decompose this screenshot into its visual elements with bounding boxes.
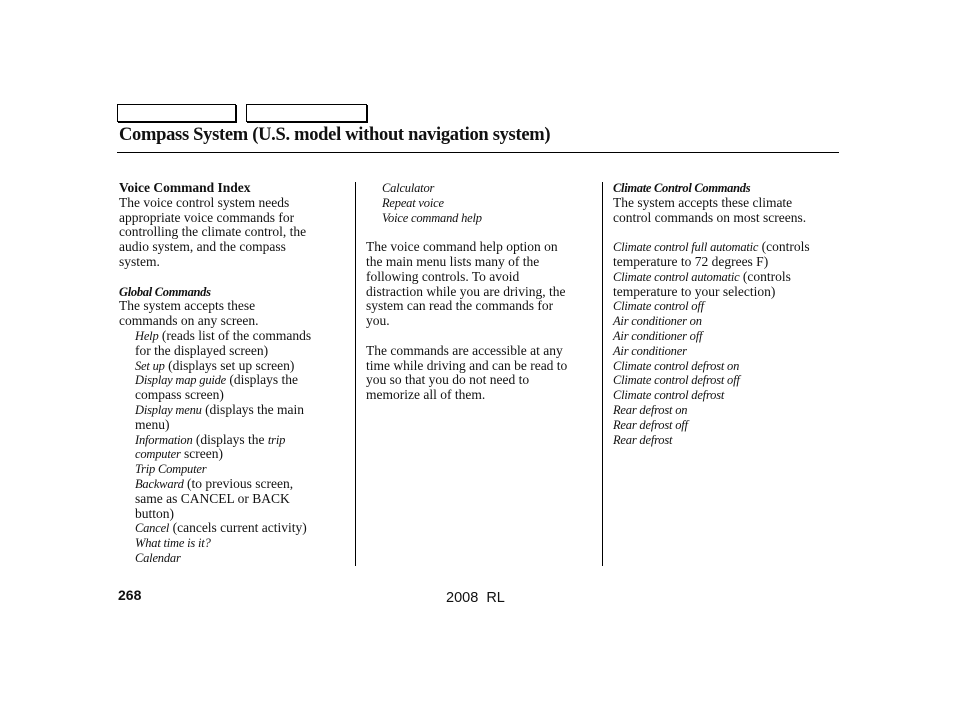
title-divider bbox=[117, 152, 839, 153]
spacer bbox=[366, 329, 596, 344]
command-name: Set up bbox=[135, 358, 165, 373]
command-description: (to previous screen, bbox=[183, 475, 294, 491]
climate-control-commands-heading: Climate Control Commands bbox=[613, 181, 751, 195]
column-voice-help bbox=[366, 181, 596, 403]
paragraph-line: memorize all of them. bbox=[366, 387, 486, 403]
command-climate-full-automatic-cont: temperature to 72 degrees F) bbox=[613, 253, 769, 269]
command-help-cont: for the displayed screen) bbox=[135, 342, 269, 358]
command-description: (controls bbox=[739, 268, 791, 284]
paragraph-line: time while driving and can be read to bbox=[366, 357, 568, 373]
intro-line: audio system, and the compass bbox=[119, 239, 286, 255]
paragraph-line: the main menu lists many of the bbox=[366, 253, 540, 269]
global-intro-line: The system accepts these bbox=[119, 298, 256, 314]
command-name: Climate control automatic bbox=[613, 269, 740, 284]
global-intro-line: commands on any screen. bbox=[119, 313, 259, 329]
command-rear-defrost: Rear defrost bbox=[613, 432, 673, 447]
command-ac-on: Air conditioner on bbox=[613, 314, 702, 329]
command-help bbox=[119, 329, 349, 344]
command-backward bbox=[119, 477, 349, 492]
voice-command-index-heading: Voice Command Index bbox=[119, 180, 251, 195]
intro-line: appropriate voice commands for bbox=[119, 209, 295, 225]
column-divider-1 bbox=[355, 182, 356, 566]
command-backward-cont: button) bbox=[135, 505, 174, 521]
command-information bbox=[119, 433, 349, 448]
command-ac: Air conditioner bbox=[613, 343, 687, 358]
command-display-menu-cont: menu) bbox=[135, 416, 170, 432]
command-name: computer bbox=[135, 447, 181, 462]
paragraph-line: you so that you do not need to bbox=[366, 372, 530, 388]
command-description: (displays the bbox=[192, 431, 268, 447]
command-rear-defrost-off: Rear defrost off bbox=[613, 417, 688, 432]
command-description: (displays the bbox=[226, 372, 299, 388]
paragraph-line: distraction while you are driving, the bbox=[366, 283, 566, 299]
command-description: (displays set up screen) bbox=[164, 357, 295, 373]
paragraph-line: The commands are accessible at any bbox=[366, 342, 563, 358]
command-name: Display menu bbox=[135, 402, 202, 417]
footer-model: 2008 RL bbox=[446, 590, 505, 606]
command-repeat-voice: Repeat voice bbox=[382, 195, 444, 210]
intro-line: controlling the climate control, the bbox=[119, 224, 307, 240]
command-defrost-off: Climate control defrost off bbox=[613, 373, 740, 388]
command-setup bbox=[119, 359, 349, 374]
spacer bbox=[366, 225, 596, 240]
command-description: (displays the main bbox=[201, 401, 305, 417]
command-display-map-guide-cont: compass screen) bbox=[135, 387, 224, 403]
paragraph-line: following controls. To avoid bbox=[366, 268, 520, 284]
paragraph-line: The voice command help option on bbox=[366, 239, 558, 255]
command-name: Display map guide bbox=[135, 373, 227, 388]
command-climate-full-automatic bbox=[613, 240, 843, 255]
global-commands-heading: Global Commands bbox=[119, 284, 211, 299]
intro-line: system. bbox=[119, 253, 160, 269]
previous-page-button[interactable] bbox=[117, 104, 236, 122]
column-divider-2 bbox=[602, 182, 603, 566]
page-title: Compass System (U.S. model without navigation system) bbox=[119, 125, 551, 145]
command-climate-automatic bbox=[613, 270, 843, 285]
spacer bbox=[119, 270, 349, 285]
command-backward-cont: same as CANCEL or BACK bbox=[135, 490, 290, 506]
command-cancel bbox=[119, 521, 349, 536]
command-defrost-on: Climate control defrost on bbox=[613, 358, 740, 373]
column-climate-control-commands bbox=[613, 181, 843, 447]
command-ac-off: Air conditioner off bbox=[613, 328, 703, 343]
command-name: Cancel bbox=[135, 521, 170, 536]
command-name: Climate control full automatic bbox=[613, 240, 759, 255]
command-display-map-guide bbox=[119, 373, 349, 388]
spacer bbox=[613, 225, 843, 240]
command-rear-defrost-on: Rear defrost on bbox=[613, 402, 688, 417]
command-description: (cancels current activity) bbox=[169, 520, 307, 536]
command-calculator: Calculator bbox=[382, 181, 435, 195]
command-name: Backward bbox=[135, 476, 184, 491]
intro-line: The system accepts these climate bbox=[613, 194, 793, 210]
command-name: Help bbox=[135, 328, 159, 343]
intro-line: The voice control system needs bbox=[119, 194, 290, 210]
command-description: (reads list of the commands bbox=[158, 327, 312, 343]
command-voice-command-help: Voice command help bbox=[382, 210, 482, 225]
next-page-button[interactable] bbox=[246, 104, 367, 122]
command-description: screen) bbox=[180, 446, 223, 462]
command-name: Information bbox=[135, 432, 193, 447]
command-what-time: What time is it? bbox=[135, 536, 211, 551]
paragraph-line: system can read the commands for bbox=[366, 298, 554, 314]
paragraph-line: you. bbox=[366, 313, 390, 329]
command-information-cont bbox=[119, 447, 349, 462]
command-name: trip bbox=[267, 432, 286, 447]
command-trip-computer: Trip Computer bbox=[135, 462, 207, 477]
command-display-menu bbox=[119, 403, 349, 418]
command-defrost: Climate control defrost bbox=[613, 388, 725, 403]
command-description: (controls bbox=[758, 239, 810, 255]
command-climate-off: Climate control off bbox=[613, 299, 704, 314]
intro-line: control commands on most screens. bbox=[613, 209, 807, 225]
column-voice-command-index bbox=[119, 181, 349, 566]
command-calendar: Calendar bbox=[135, 550, 181, 565]
page-number: 268 bbox=[118, 587, 142, 603]
command-climate-automatic-cont: temperature to your selection) bbox=[613, 283, 776, 299]
